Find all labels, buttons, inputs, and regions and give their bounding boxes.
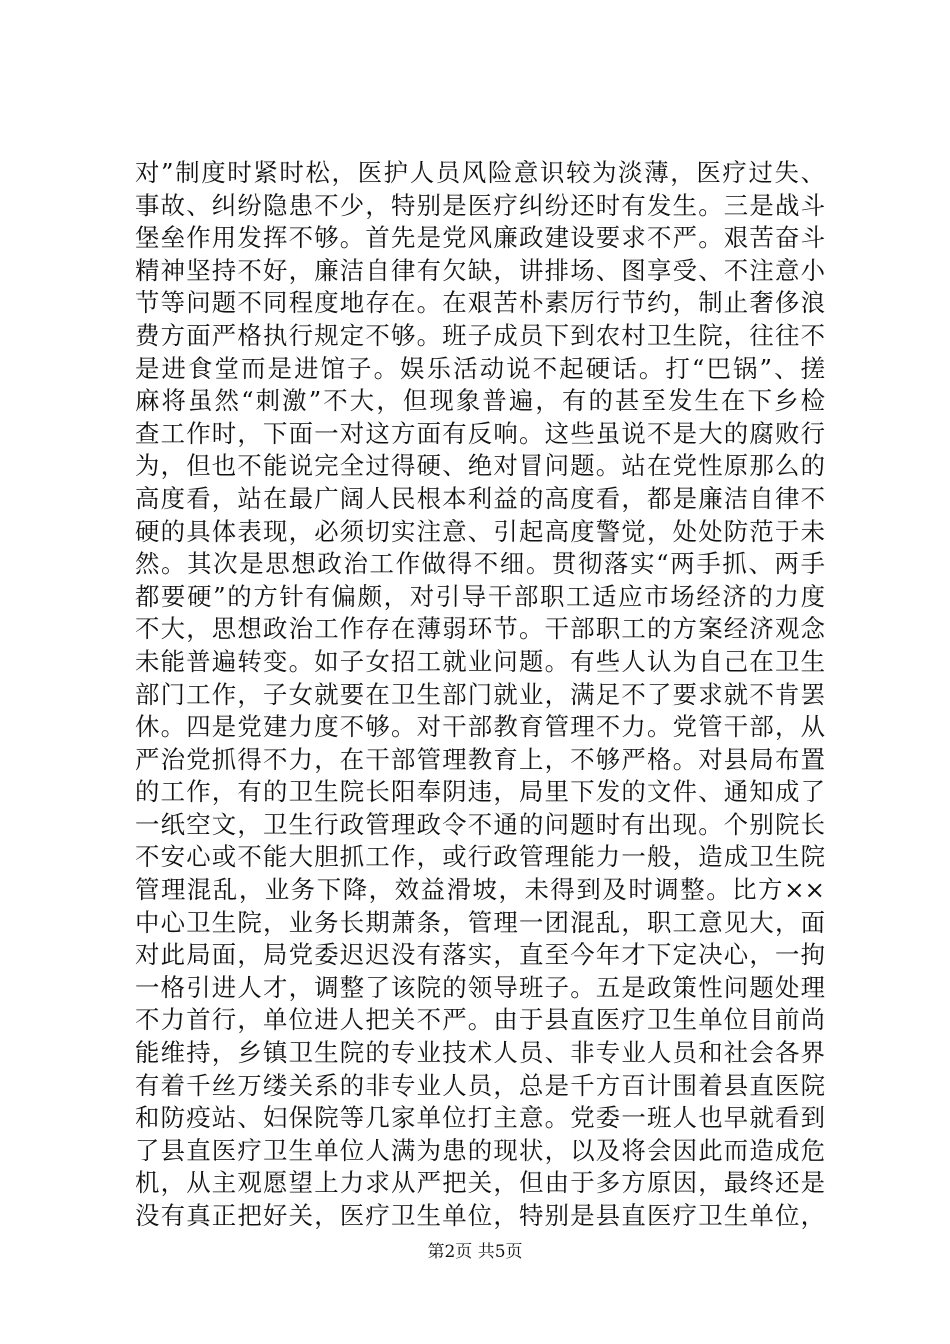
text-line: 有着千丝万缕关系的非专业人员，总是千方百计围着县直医院 [135,1070,825,1100]
text-line: 费方面严格执行规定不够。班子成员下到农村卫生院，往往不 [135,320,825,350]
text-line: 节等问题不同程度地存在。在艰苦朴素厉行节约，制止奢侈浪 [135,288,825,318]
text-line: 一纸空文，卫生行政管理政令不通的问题时有出现。个别院长 [135,809,825,839]
text-line: 不安心或不能大胆抓工作，或行政管理能力一般，造成卫生院 [135,842,825,872]
text-line: 严治党抓得不力，在干部管理教育上，不够严格。对县局布置 [135,744,825,774]
text-line: 和防疫站、妇保院等几家单位打主意。党委一班人也早就看到 [135,1103,825,1133]
text-line: 精神坚持不好，廉洁自律有欠缺，讲排场、图享受、不注意小 [135,255,825,285]
text-line: 能维持，乡镇卫生院的专业技术人员、非专业人员和社会各界 [135,1038,825,1068]
text-line: 机，从主观愿望上力求从严把关，但由于多方原因，最终还是 [135,1168,825,1198]
text-line: 对此局面，局党委迟迟没有落实，直至今年才下定决心，一拘 [135,940,825,970]
text-line: 为，但也不能说完全过得硬、绝对冒问题。站在党性原那么的 [135,451,825,481]
text-line: 一格引进人才，调整了该院的领导班子。五是政策性问题处理 [135,972,825,1002]
text-line: 的工作，有的卫生院长阳奉阴违，局里下发的文件、通知成了 [135,777,825,807]
text-line: 了县直医疗卫生单位人满为患的现状，以及将会因此而造成危 [135,1135,825,1165]
body-text [135,157,825,1233]
text-line: 中心卫生院，业务长期萧条，管理一团混乱，职工意见大，面 [135,907,825,937]
text-line: 休。四是党建力度不够。对干部教育管理不力。党管干部，从 [135,712,825,742]
text-line: 高度看，站在最广阔人民根本利益的高度看，都是廉洁自律不 [135,483,825,513]
text-line: 麻将虽然“刺激”不大，但现象普遍，有的甚至发生在下乡检 [135,386,825,416]
text-line: 管理混乱，业务下降，效益滑坡，未得到及时调整。比方×× [135,875,825,905]
text-line: 事故、纠纷隐患不少，特别是医疗纠纷还时有发生。三是战斗 [135,190,825,220]
text-line: 对”制度时紧时松，医护人员风险意识较为淡薄，医疗过失、 [135,158,825,187]
text-line: 部门工作，子女就要在卫生部门就业，满足不了要求就不肯罢 [135,679,825,709]
text-line: 不力首行，单位进人把关不严。由于县直医疗卫生单位目前尚 [135,1005,825,1035]
page-footer: 第2页 共5页 [427,1242,523,1262]
text-line: 不大，思想政治工作存在薄弱环节。干部职工的方案经济观念 [135,614,825,644]
text-line: 未能普遍转变。如子女招工就业问题。有些人认为自己在卫生 [135,646,825,676]
text-line: 然。其次是思想政治工作做得不细。贯彻落实“两手抓、两手 [135,549,825,579]
text-line: 都要硬”的方针有偏颇，对引导干部职工适应市场经济的力度 [135,581,825,611]
text-line: 硬的具体表现，必须切实注意、引起高度警觉，处处防范于未 [135,516,825,546]
text-line: 堡垒作用发挥不够。首先是党风廉政建设要求不严。艰苦奋斗 [135,223,825,253]
text-line: 查工作时，下面一对这方面有反响。这些虽说不是大的腐败行 [135,418,825,448]
text-line: 没有真正把好关，医疗卫生单位，特别是县直医疗卫生单位， [135,1201,825,1230]
text-line: 是进食堂而是进馆子。娱乐活动说不起硬话。打“巴锅”、搓 [135,353,825,383]
